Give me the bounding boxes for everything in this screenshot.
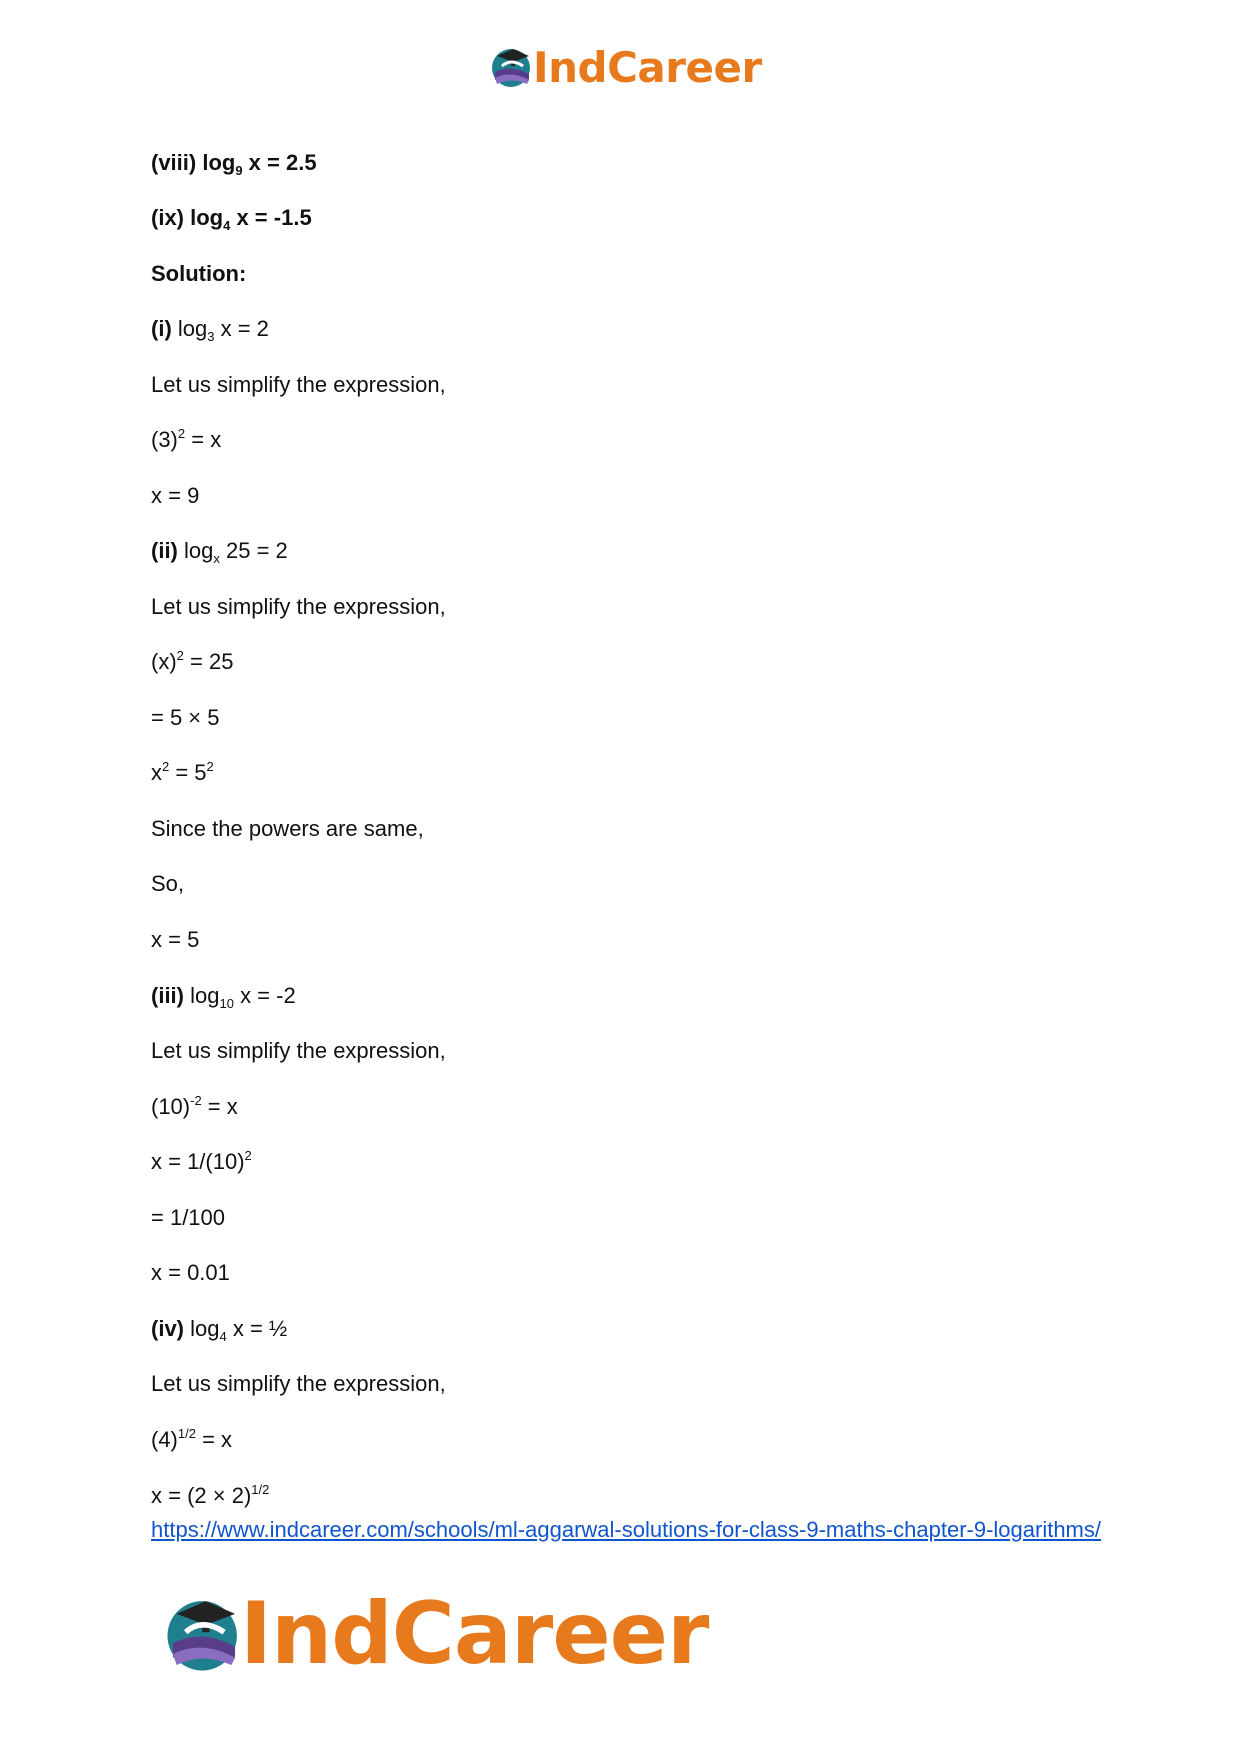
solution-i-heading: (i) $\log_3 x = 2$ (151, 316, 269, 344)
solution-i-step-2: $(3)^2 = x$ (151, 426, 222, 452)
solution-ii-step-2: $(x)^2 = 25$ (151, 648, 234, 674)
solution-ii-step-5: Since the powers are same, (151, 816, 424, 841)
brand-wordmark: IndCareer (533, 42, 762, 92)
solution-i-step-3: x = 9 (151, 483, 200, 508)
solution-ii-step-6: So, (151, 871, 185, 896)
solution-iii-step-5: x = 0.01 (151, 1260, 230, 1285)
solution-ii-step-4: $x^2 = 5^2$ (151, 759, 214, 785)
brand-wordmark: IndCareer (240, 1584, 709, 1684)
solution-heading: Solution: (151, 261, 247, 286)
question-ix: (ix) $\log_4 x = -1.5$ (151, 205, 312, 233)
footer-logo (162, 1584, 709, 1684)
solution-ii-step-1: Let us simplify the expression, (151, 594, 446, 619)
solution-iii-step-3: $x = 1/(10)^2$ (151, 1148, 252, 1174)
solution-iv-heading: (iv) $\log_4 x$ = ½ (151, 1316, 288, 1344)
solution-ii-step-3: = 5 × 5 (151, 705, 220, 730)
solution-iii-step-2: $(10)^{-2} = x$ (151, 1093, 238, 1119)
footer-link-block (151, 1516, 1111, 1544)
solution-iii-step-4: = 1/100 (151, 1205, 226, 1230)
source-url-link[interactable]: https://www.indcareer.com/schools/ml-aggarwal-solutions-for-class-9-maths-chapter-9-logarithms/ (151, 1517, 1101, 1542)
solution-iv-step-1: Let us simplify the expression, (151, 1371, 446, 1396)
indcareer-emblem-icon (489, 44, 535, 90)
solution-iii-step-1: Let us simplify the expression, (151, 1038, 446, 1063)
solution-iv-step-2: $(4)^{1/2} = x$ (151, 1426, 233, 1452)
question-viii: (viii) $\log_9 x = 2.5$ (151, 150, 317, 178)
solution-ii-step-7: x = 5 (151, 927, 200, 952)
solution-ii-heading: (ii) $\log_x 25 = 2$ (151, 538, 288, 566)
solution-iv-step-3: $x = (2 \times 2)^{1/2}$ (151, 1482, 270, 1508)
header-logo (489, 44, 762, 90)
solution-iii-heading: (iii) $\log_{10} x = -2$ (151, 983, 296, 1011)
solution-i-step-1: Let us simplify the expression, (151, 372, 446, 397)
indcareer-emblem-icon (162, 1592, 246, 1676)
